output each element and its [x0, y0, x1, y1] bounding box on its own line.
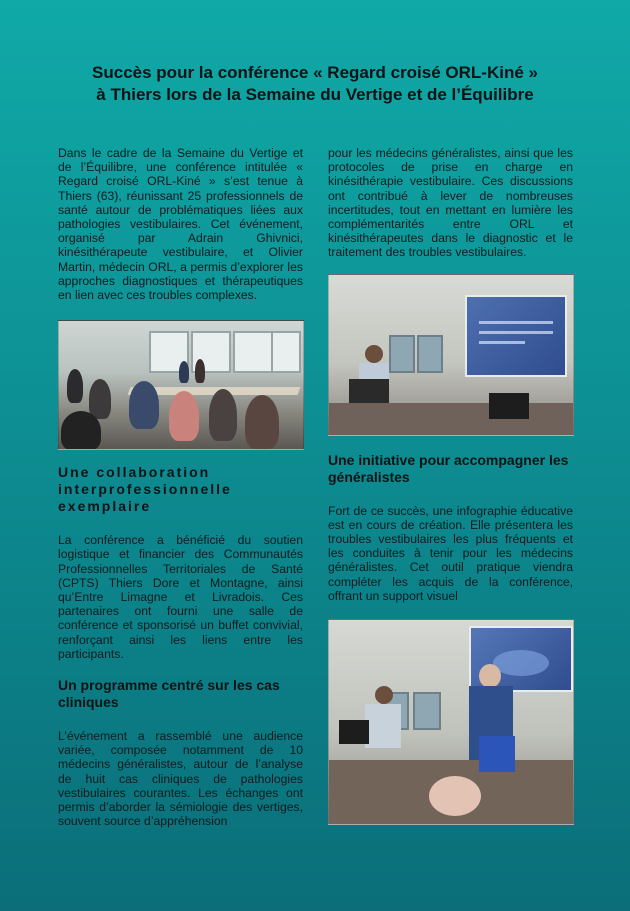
audience-photo — [58, 320, 304, 450]
title-line-1: Succès pour la conférence « Regard croisé ORL-Kiné » — [92, 63, 538, 82]
section-heading-initiative: Une initiative pour accompagner les généralistes — [328, 451, 569, 485]
initiative-paragraph: Fort de ce succès, une infographie éducative est en cours de création. Elle présentera les troubles vestibulaires les plus fréquents et les conduites à tenir pour les médecins généralistes. Cet outil pratique viendra compléter les acquis de la conférence, offrant un support visuel — [328, 503, 573, 603]
speaker-photo — [328, 619, 574, 825]
presenter-photo — [328, 274, 574, 436]
intro-paragraph: Dans le cadre de la Semaine du Vertige et de l’Équilibre, une conférence intitulée « Regard croisé ORL-Kiné » s’est tenue à Thiers (63), réunissant 25 professionnels de santé autour de problématiques liées aux pathologies vestibulaires. Cet événement, organisé par Adrain Ghivnici, kinésithérapeute vestibulaire, et Olivier Martin, médecin ORL, a permis d’explorer les approches diagnostiques et thérapeutiques en lien avec ces troubles complexes. — [58, 146, 303, 303]
continued-paragraph: pour les médecins généralistes, ainsi que les protocoles de prise en charge en kinésithérapie vestibulaire. Ces discussions ont contribué à lever de nombreuses incertitudes, tout en mettant en lumière les complémentarités entre ORL et kinésithérapeutes dans le diagnostic et le traitement des troubles vestibulaires. — [328, 146, 573, 260]
article-title — [40, 62, 590, 106]
programme-paragraph: L’événement a rassemblé une audience variée, composée notamment de 10 médecins généralistes, autour de l’analyse de huit cas cliniques de pathologies vestibulaires courantes. Les échanges ont permis d’aborder la sémiologie des vertiges, souvent source d’appréhension — [58, 729, 303, 829]
section-heading-collaboration: Une collaboration interprofessionnelle exemplaire — [58, 464, 232, 515]
left-column — [58, 146, 303, 828]
right-column — [328, 146, 573, 825]
section-heading-programme: Un programme centré sur les cas cliniques — [58, 677, 280, 711]
title-line-2: à Thiers lors de la Semaine du Vertige et de l’Équilibre — [96, 85, 534, 104]
collaboration-paragraph: La conférence a bénéficié du soutien logistique et financier des Communautés Professionnelles Territoriales de Santé (CPTS) Thiers Dore et Montagne, ainsi qu’Entre Limagne et Livradois. Ces partenaires ont fourni une salle de conférence et sponsorisé un buffet convivial, renforçant ainsi les liens entre les participants. — [58, 533, 303, 661]
